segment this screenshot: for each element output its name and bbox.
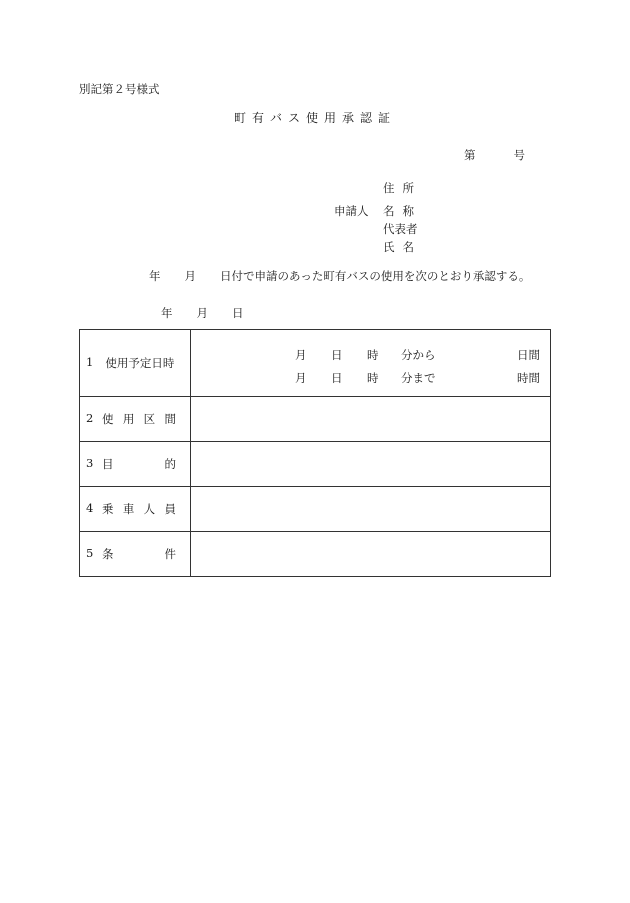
approval-sentence (149, 268, 530, 284)
form-label: 別記第２号様式 (79, 82, 160, 96)
table-row (80, 532, 551, 577)
approval-year: 年 (149, 269, 161, 283)
sched2-day: 日 (331, 371, 343, 385)
sched1-day: 日 (331, 348, 343, 362)
certificate-number (464, 147, 525, 163)
issue-date (161, 305, 244, 321)
issue-year: 年 (161, 306, 173, 320)
number-suffix: 号 (513, 148, 525, 162)
approval-text: 日付で申請のあった町有バスの使用を次のとおり承認する。 (220, 269, 531, 283)
approval-table (79, 329, 551, 577)
sched1-minute: 分から (401, 348, 436, 362)
row-number: 1 (86, 355, 94, 369)
address-label: 住所 (383, 181, 422, 195)
row-title: 目 的 (102, 457, 176, 471)
schedule-cell[interactable] (191, 330, 551, 397)
representative-label: 代表者 (383, 222, 418, 236)
table-row (80, 330, 551, 397)
row-title: 乗 車 人 員 (102, 502, 176, 516)
row-label (80, 487, 191, 532)
document-title: 町有バス使用承認証 (233, 111, 396, 125)
conditions-cell[interactable] (191, 532, 551, 577)
row-title: 使用予定日時 (105, 356, 175, 370)
row-label (80, 532, 191, 577)
person-name-label: 氏名 (383, 240, 422, 254)
applicant-label: 申請人 (334, 204, 369, 218)
row-title: 使 用 区 間 (102, 412, 176, 426)
issue-month: 月 (196, 306, 208, 320)
purpose-cell[interactable] (191, 442, 551, 487)
name-label: 名称 (383, 204, 422, 218)
row-label (80, 330, 191, 397)
table-row (80, 442, 551, 487)
issue-day: 日 (232, 306, 244, 320)
row-label (80, 442, 191, 487)
table-row (80, 487, 551, 532)
row-title: 条 件 (102, 547, 176, 561)
sched1-total: 日間 (517, 348, 540, 362)
sched2-total: 時間 (517, 371, 540, 385)
row-number: 4 (86, 501, 94, 515)
number-prefix: 第 (464, 148, 476, 162)
passengers-cell[interactable] (191, 487, 551, 532)
sched2-hour: 時 (367, 371, 379, 385)
row-label (80, 397, 191, 442)
sched2-minute: 分まで (401, 371, 436, 385)
row-number: 2 (86, 411, 94, 425)
approval-month: 月 (184, 269, 196, 283)
sched1-month: 月 (295, 348, 307, 362)
row-number: 5 (86, 546, 94, 560)
section-cell[interactable] (191, 397, 551, 442)
row-number: 3 (86, 456, 94, 470)
sched1-hour: 時 (367, 348, 379, 362)
table-row (80, 397, 551, 442)
sched2-month: 月 (295, 371, 307, 385)
